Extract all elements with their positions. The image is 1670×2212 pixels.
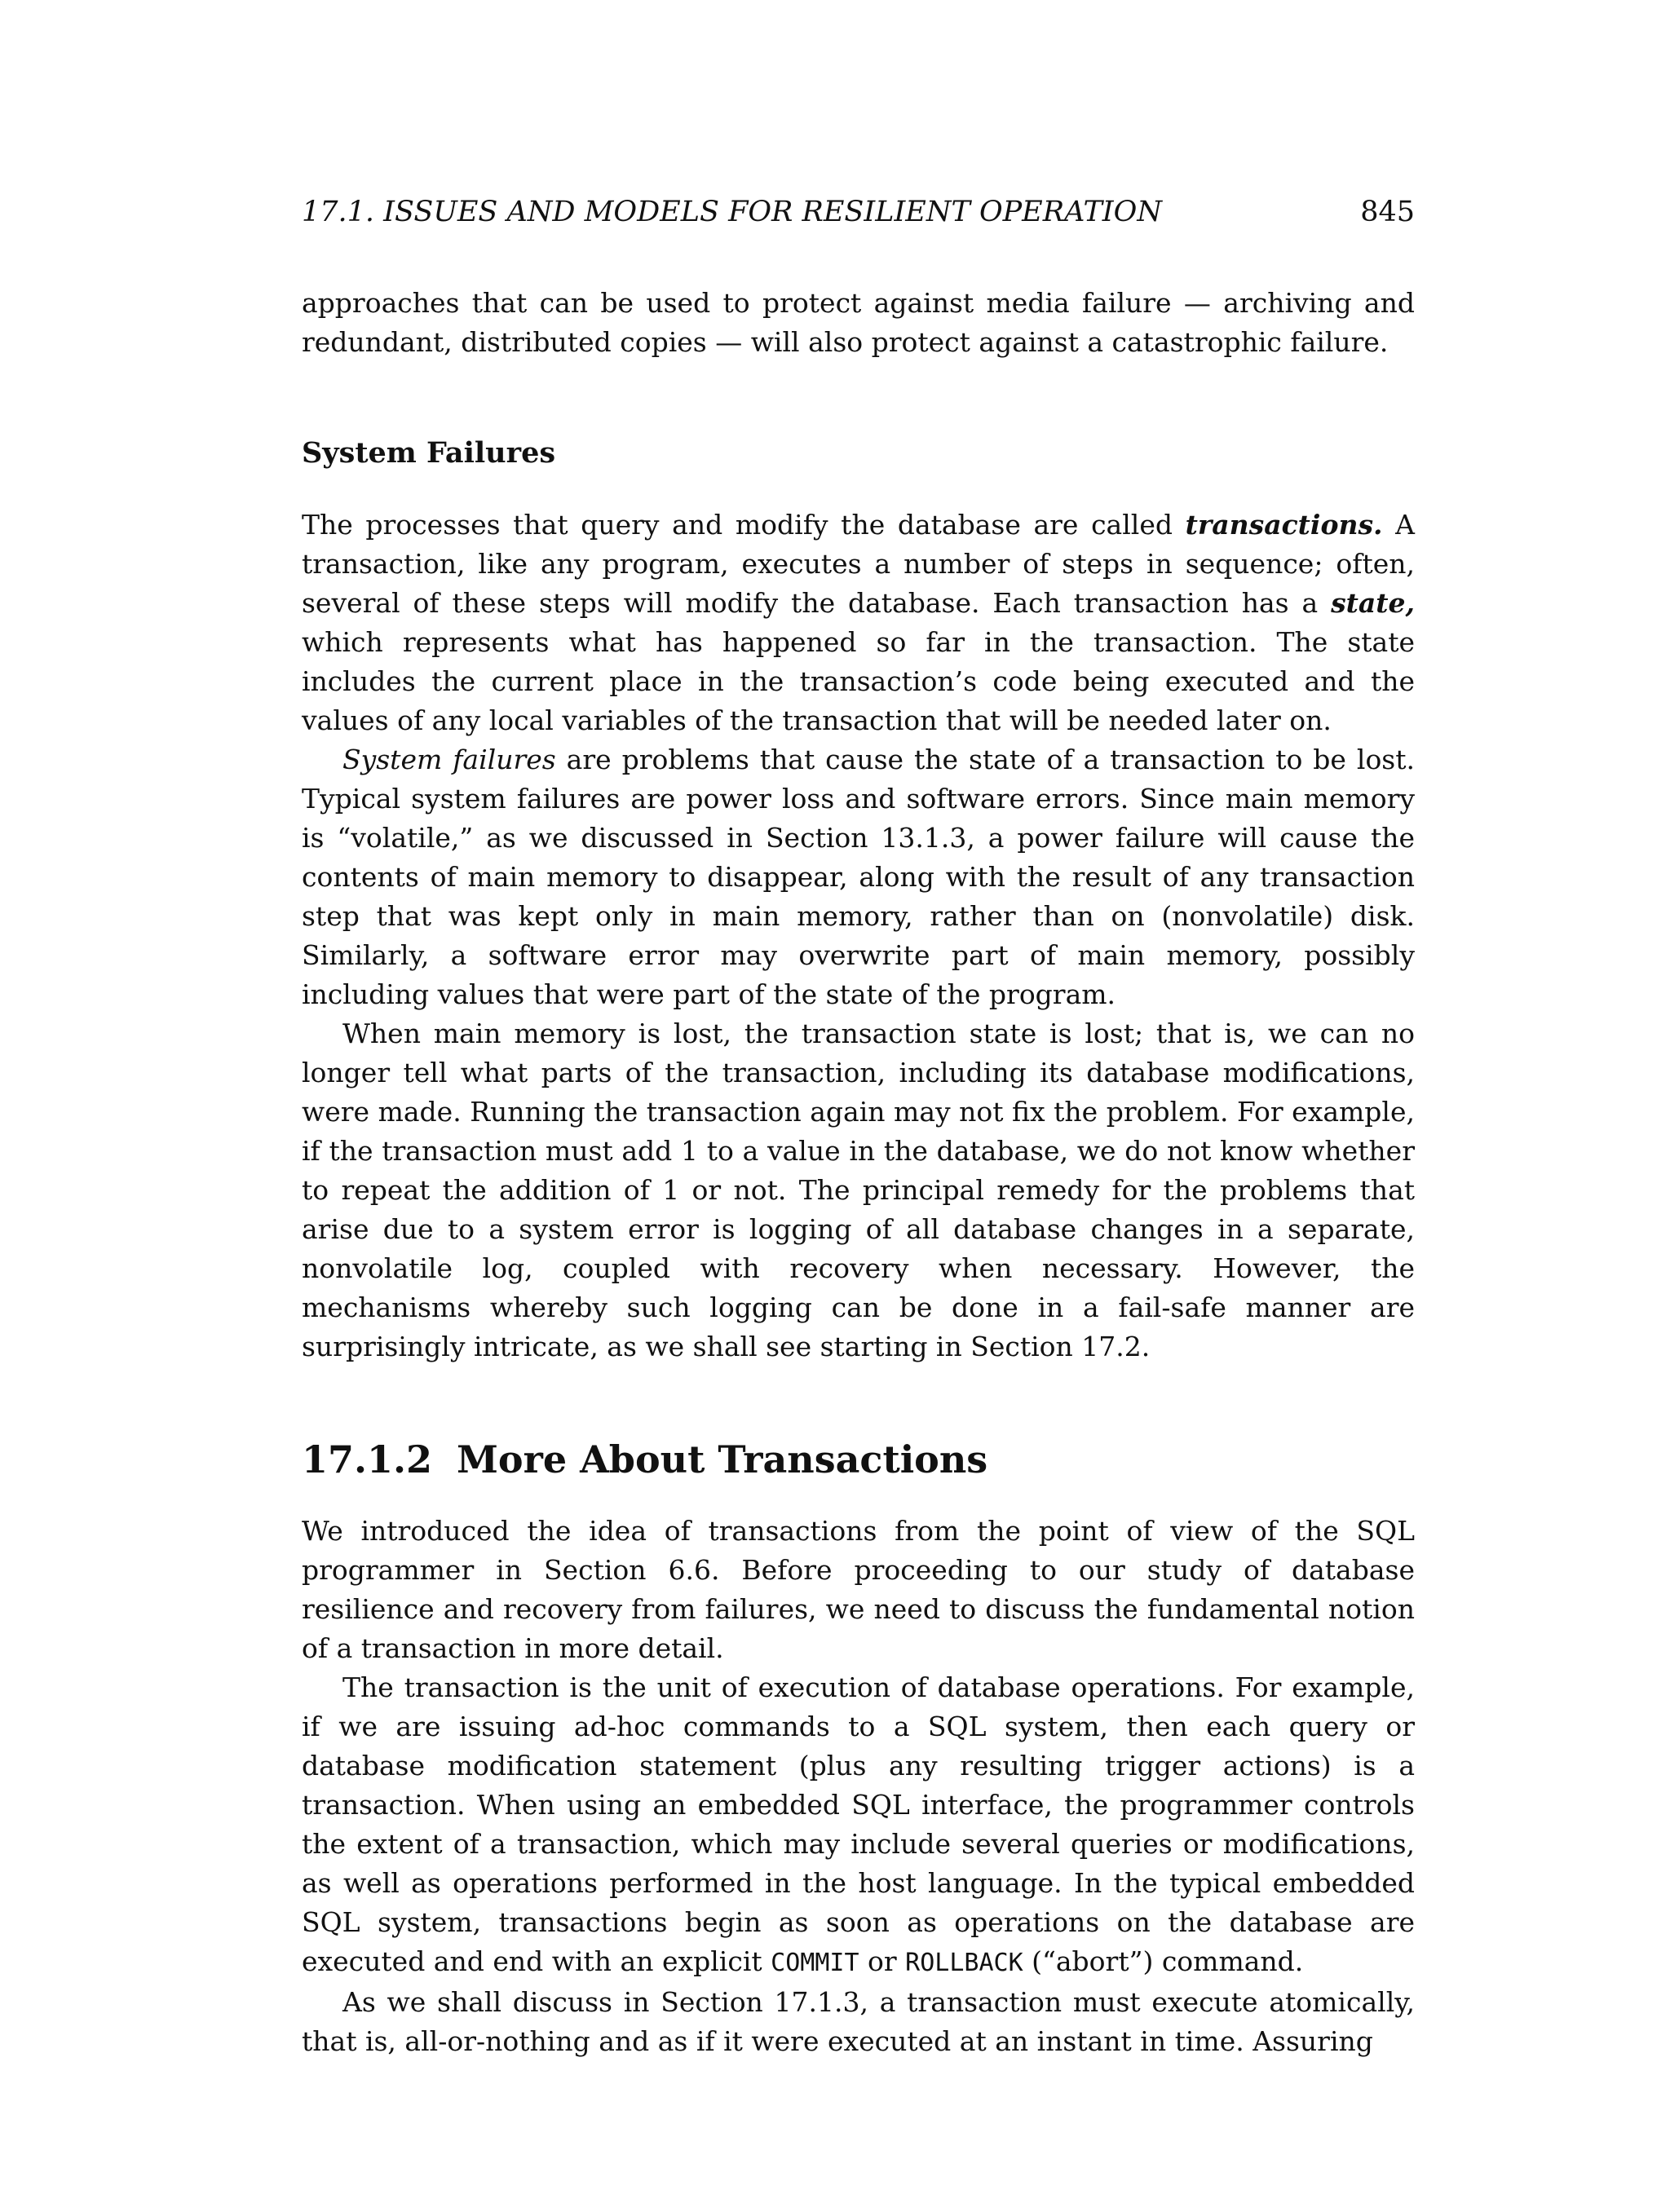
section-number: 17.1.2	[302, 1437, 433, 1481]
text-run: which represents what has happened so far in the transaction. The state includes the current place in the transaction’s code being executed and the values of any local variables of the transaction that will be needed later on.	[302, 626, 1415, 736]
running-head	[302, 196, 1415, 245]
text-run: are problems that cause the state of a transaction to be lost. Typical system failures are power loss and software errors. Since main memory is “volatile,” as we discussed in Section 13.1.3, a power failure will cause the contents of main memory to disappear, along with the result of any transaction step that was kept only in main memory, rather than on (nonvolatile) disk. Similarly, a software error may overwrite part of main memory, possibly including values that were part of the state of the program.	[302, 744, 1415, 1010]
system-failures-paragraph-1	[302, 506, 1415, 740]
section-title: More About Transactions	[457, 1437, 988, 1481]
text-run: (“abort”) command.	[1023, 1945, 1304, 1977]
page-number: 845	[1360, 196, 1415, 228]
system-failures-heading: System Failures	[302, 436, 556, 470]
text-run: The processes that query and modify the database are called	[302, 509, 1186, 541]
system-failures-paragraph-3: When main memory is lost, the transaction state is lost; that is, we can no longer tell what parts of the transaction, including its database modifications, were made. Running the transaction again may not fix the problem. For example, if the transaction must add 1 to a value in the database, we do not know whether to repeat the addition of 1 or not. The principal remedy for the problems that arise due to a system error is logging of all database changes in a separate, nonvolatile log, coupled with recovery when necessary. However, the mechanisms whereby such logging can be done in a fail-safe manner are surprisingly intricate, as we shall see starting in Section 17.2.	[302, 1018, 1415, 1362]
rollback-keyword: ROLLBACK	[905, 1949, 1023, 1977]
term-state: state,	[1331, 587, 1415, 619]
transactions-paragraph-1: We introduced the idea of transactions from the point of view of the SQL programmer in Section 6.6. Before proceeding to our study of database resilience and recovery from failures, we need to discuss the fundamental notion of a transaction in more detail.	[302, 1515, 1415, 1664]
book-page	[302, 196, 1415, 2061]
text-run: The transaction is the unit of execution of database operations. For example, if we are issuing ad-hoc commands to a SQL system, then each query or database modification statement (plus any resulting trigger actions) is a transaction. When using an embedded SQL interface, the programmer controls the extent of a transaction, which may include several queries or modifications, as well as operations performed in the host language. In the typical embedded SQL system, transactions begin as soon as operations on the database are executed and end with an explicit	[302, 1671, 1415, 1977]
term-transactions: transactions.	[1185, 509, 1383, 541]
term-system-failures: System failures	[342, 744, 556, 775]
text-run: or	[859, 1945, 906, 1977]
commit-keyword: COMMIT	[771, 1949, 859, 1977]
running-head-title: 17.1. ISSUES AND MODELS FOR RESILIENT OPERATION	[302, 196, 1162, 228]
system-failures-paragraph-2	[302, 740, 1415, 1014]
intro-paragraph: approaches that can be used to protect against media failure — archiving and redundant, distributed copies — will also protect against a catastrophic failure.	[302, 287, 1415, 358]
text-run: A transaction, like any program, executes a number of steps in sequence; often, several of these steps will modify the database. Each transaction has a	[302, 509, 1416, 619]
section-heading	[302, 1435, 1415, 1484]
transactions-paragraph-2	[302, 1668, 1415, 1983]
transactions-paragraph-3: As we shall discuss in Section 17.1.3, a transaction must execute atomically, that is, all-or-nothing and as if it were executed at an instant in time. Assuring	[302, 1986, 1415, 2057]
